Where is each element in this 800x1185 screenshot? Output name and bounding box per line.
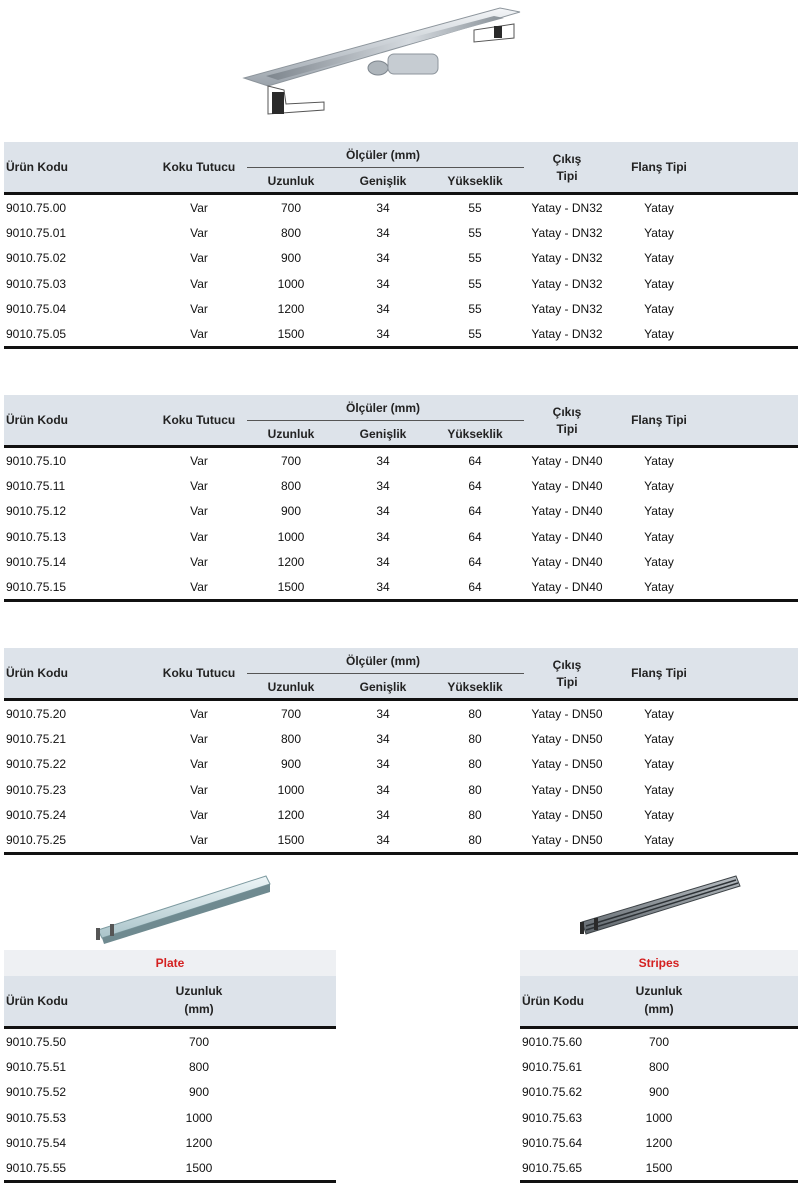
- table-cell: 80: [468, 832, 482, 847]
- table-cell: 80: [468, 807, 482, 822]
- linear-drain-image: [238, 2, 528, 124]
- table-cell: Yatay: [644, 579, 674, 594]
- table-cell: 1000: [185, 1110, 213, 1125]
- header-cikis-tipi: Tipi: [556, 675, 578, 689]
- table-row: [4, 574, 798, 599]
- header-cikis-tipi: Tipi: [556, 169, 578, 183]
- table-cell: Yatay - DN50: [531, 757, 603, 772]
- table-cell: Yatay: [644, 529, 674, 544]
- bottom-rule: [4, 1180, 336, 1183]
- table-cell: 34: [376, 732, 390, 747]
- header-koku-tutucu: Koku Tutucu: [162, 413, 236, 427]
- table-cell: 1500: [185, 1160, 213, 1175]
- header-olculer: Ölçüler (mm): [345, 401, 421, 415]
- table-row: [4, 448, 798, 473]
- table-cell: Yatay - DN32: [531, 301, 603, 316]
- table-cell: 9010.75.62: [522, 1085, 583, 1100]
- table-cell: 9010.75.63: [522, 1110, 583, 1125]
- header-group-rule: [247, 673, 524, 674]
- table-cell: 9010.75.23: [6, 782, 67, 797]
- table-cell: Var: [190, 757, 208, 772]
- table-cell: 55: [468, 251, 482, 266]
- bottom-rule: [4, 346, 798, 349]
- table-cell: 900: [280, 251, 302, 266]
- table-cell: 34: [376, 454, 390, 468]
- table-cell: 9010.75.12: [6, 504, 67, 519]
- table-row: [4, 220, 798, 245]
- table-cell: 1500: [277, 579, 305, 594]
- table-cell: 34: [376, 504, 390, 519]
- header-uzunluk-unit: (mm): [644, 1002, 674, 1016]
- table-cell: Var: [190, 554, 208, 569]
- stripes-table-header: [520, 976, 798, 1026]
- table-cell: 9010.75.50: [6, 1035, 67, 1049]
- table-cell: 9010.75.22: [6, 757, 67, 772]
- table-row: [4, 701, 798, 726]
- table-cell: Yatay: [644, 757, 674, 772]
- spec-table-3: [4, 648, 798, 855]
- stripes-grate-image: [576, 872, 744, 940]
- table-row: [4, 802, 798, 827]
- table-cell: 34: [376, 276, 390, 291]
- table-row: [4, 473, 798, 498]
- table-cell: 64: [468, 579, 482, 594]
- header-group-rule: [247, 167, 524, 168]
- header-olculer: Ölçüler (mm): [345, 654, 421, 668]
- header-flans-tipi: Flanş Tipi: [631, 413, 687, 427]
- table-row: [4, 321, 798, 346]
- table-cell: Var: [190, 276, 208, 291]
- table-cell: Var: [190, 732, 208, 747]
- table-row: [4, 1079, 336, 1104]
- table-cell: Var: [190, 454, 208, 468]
- table-cell: Yatay: [644, 301, 674, 316]
- header-group-rule: [247, 420, 524, 421]
- table-cell: 1500: [277, 832, 305, 847]
- header-cikis-tipi: Tipi: [556, 422, 578, 436]
- header-urun-kodu: Ürün Kodu: [6, 666, 68, 680]
- header-cikis: Çıkış: [552, 152, 582, 166]
- table-cell: 34: [376, 251, 390, 266]
- table-cell: 800: [188, 1060, 210, 1075]
- table-cell: 9010.75.55: [6, 1160, 67, 1175]
- table-row: [4, 777, 798, 802]
- table-cell: Var: [190, 301, 208, 316]
- table-cell: 34: [376, 579, 390, 594]
- table-cell: 55: [468, 226, 482, 241]
- table-row: [4, 1130, 336, 1155]
- table-cell: 34: [376, 757, 390, 772]
- table-cell: 700: [648, 1035, 670, 1049]
- table-cell: 9010.75.25: [6, 832, 67, 847]
- header-flans-tipi: Flanş Tipi: [631, 160, 687, 174]
- table-cell: Yatay: [644, 504, 674, 519]
- table-cell: 9010.75.15: [6, 579, 67, 594]
- table-row: [4, 498, 798, 523]
- table-cell: 64: [468, 479, 482, 494]
- table-row: [4, 549, 798, 574]
- table-cell: 800: [280, 479, 302, 494]
- header-uzunluk: Uzunluk: [267, 174, 315, 188]
- bottom-rule: [4, 599, 798, 602]
- table-cell: Var: [190, 251, 208, 266]
- table-row: [4, 751, 798, 776]
- table-cell: 9010.75.64: [522, 1135, 583, 1150]
- header-uzunluk-unit: (mm): [184, 1002, 214, 1016]
- table-cell: Var: [190, 707, 208, 721]
- table-cell: 34: [376, 707, 390, 721]
- plate-table: [4, 950, 336, 1183]
- table-row: [4, 195, 798, 220]
- table-row: [4, 524, 798, 549]
- table-cell: 64: [468, 554, 482, 569]
- table-cell: 9010.75.54: [6, 1135, 67, 1150]
- table-row: [520, 1029, 798, 1054]
- table-cell: Yatay - DN40: [531, 579, 603, 594]
- table-cell: Yatay: [644, 732, 674, 747]
- plate-table-header: [4, 976, 336, 1026]
- spec-table-1: [4, 142, 798, 349]
- table-cell: 700: [280, 707, 302, 721]
- table-cell: Yatay - DN32: [531, 226, 603, 241]
- header-koku-tutucu: Koku Tutucu: [162, 666, 236, 680]
- table-cell: 9010.75.53: [6, 1110, 67, 1125]
- table-row: [4, 271, 798, 296]
- table-cell: Yatay - DN50: [531, 707, 603, 721]
- spec-table-2: [4, 395, 798, 602]
- table-cell: Var: [190, 479, 208, 494]
- table-cell: 900: [188, 1085, 210, 1100]
- table-cell: 9010.75.65: [522, 1160, 583, 1175]
- table-cell: Yatay - DN32: [531, 251, 603, 266]
- table-cell: Yatay: [644, 276, 674, 291]
- table-cell: 9010.75.61: [522, 1060, 583, 1075]
- spec-table-header: [4, 648, 798, 698]
- table-cell: 9010.75.52: [6, 1085, 67, 1100]
- table-cell: Var: [190, 326, 208, 341]
- table-cell: 9010.75.13: [6, 529, 67, 544]
- table-cell: 80: [468, 757, 482, 772]
- table-cell: 34: [376, 301, 390, 316]
- table-cell: Yatay - DN40: [531, 554, 603, 569]
- table-cell: 9010.75.10: [6, 454, 67, 468]
- table-cell: 800: [280, 732, 302, 747]
- spec-table-header: [4, 395, 798, 445]
- table-cell: 9010.75.03: [6, 276, 67, 291]
- table-cell: 64: [468, 529, 482, 544]
- table-cell: 1200: [277, 807, 305, 822]
- table-cell: 34: [376, 529, 390, 544]
- header-urun-kodu: Ürün Kodu: [6, 160, 68, 174]
- table-row: [4, 245, 798, 270]
- table-row: [4, 726, 798, 751]
- table-cell: Yatay: [644, 251, 674, 266]
- table-row: [520, 1155, 798, 1180]
- header-koku-tutucu: Koku Tutucu: [162, 160, 236, 174]
- header-yukseklik: Yükseklik: [447, 427, 503, 441]
- table-cell: 55: [468, 301, 482, 316]
- table-cell: 9010.75.05: [6, 326, 67, 341]
- header-uzunluk: Uzunluk: [267, 680, 315, 694]
- plate-title: Plate: [4, 950, 336, 976]
- table-cell: Var: [190, 579, 208, 594]
- table-row: [4, 296, 798, 321]
- table-cell: 9010.75.02: [6, 251, 67, 266]
- table-cell: Var: [190, 504, 208, 519]
- table-cell: 9010.75.11: [6, 479, 66, 494]
- table-cell: 9010.75.24: [6, 807, 67, 822]
- table-cell: 34: [376, 807, 390, 822]
- table-cell: 700: [280, 201, 302, 215]
- table-cell: Var: [190, 807, 208, 822]
- header-urun-kodu: Ürün Kodu: [6, 413, 68, 427]
- table-cell: 1200: [277, 554, 305, 569]
- table-cell: Yatay - DN32: [531, 326, 603, 341]
- header-genislik: Genişlik: [359, 680, 407, 694]
- table-cell: 9010.75.20: [6, 707, 67, 721]
- header-genislik: Genişlik: [359, 174, 407, 188]
- table-cell: 64: [468, 454, 482, 468]
- header-uzunluk: Uzunluk: [635, 984, 683, 998]
- table-cell: Var: [190, 201, 208, 215]
- table-cell: 1500: [645, 1160, 673, 1175]
- table-cell: Yatay: [644, 807, 674, 822]
- table-cell: Yatay: [644, 554, 674, 569]
- table-cell: Var: [190, 832, 208, 847]
- table-cell: Yatay - DN32: [531, 276, 603, 291]
- table-cell: 900: [648, 1085, 670, 1100]
- table-cell: 80: [468, 732, 482, 747]
- table-cell: Yatay - DN40: [531, 479, 603, 494]
- table-row: [4, 1105, 336, 1130]
- bottom-rule: [4, 852, 798, 855]
- table-row: [520, 1105, 798, 1130]
- table-cell: Var: [190, 529, 208, 544]
- table-cell: Yatay: [644, 226, 674, 241]
- table-cell: 9010.75.01: [6, 226, 67, 241]
- table-row: [4, 1155, 336, 1180]
- table-cell: 9010.75.21: [6, 732, 67, 747]
- table-cell: Yatay - DN32: [531, 201, 603, 215]
- table-cell: 34: [376, 479, 390, 494]
- header-urun-kodu: Ürün Kodu: [522, 994, 584, 1008]
- table-cell: 9010.75.04: [6, 301, 67, 316]
- table-cell: 34: [376, 782, 390, 797]
- table-row: [520, 1054, 798, 1079]
- table-cell: 34: [376, 554, 390, 569]
- table-cell: 9010.75.51: [6, 1060, 67, 1075]
- stripes-table: [520, 950, 798, 1183]
- header-flans-tipi: Flanş Tipi: [631, 666, 687, 680]
- table-cell: 34: [376, 326, 390, 341]
- table-cell: Var: [190, 226, 208, 241]
- table-cell: 700: [280, 454, 302, 468]
- table-cell: 34: [376, 832, 390, 847]
- table-cell: 34: [376, 226, 390, 241]
- header-cikis: Çıkış: [552, 658, 582, 672]
- table-cell: 800: [280, 226, 302, 241]
- table-cell: Yatay: [644, 782, 674, 797]
- table-cell: 1200: [645, 1135, 673, 1150]
- table-cell: 1500: [277, 326, 305, 341]
- table-cell: Yatay - DN40: [531, 529, 603, 544]
- table-cell: Yatay: [644, 832, 674, 847]
- header-uzunluk: Uzunluk: [267, 427, 315, 441]
- table-cell: Yatay - DN40: [531, 454, 603, 468]
- table-cell: Yatay - DN50: [531, 807, 603, 822]
- table-cell: 900: [280, 757, 302, 772]
- table-row: [4, 1029, 336, 1054]
- table-cell: Yatay: [644, 326, 674, 341]
- table-cell: Yatay: [644, 201, 674, 215]
- header-uzunluk: Uzunluk: [175, 984, 223, 998]
- stripes-title: Stripes: [520, 950, 798, 976]
- header-urun-kodu: Ürün Kodu: [6, 994, 68, 1008]
- table-cell: Yatay: [644, 707, 674, 721]
- table-cell: Yatay - DN40: [531, 504, 603, 519]
- table-cell: 9010.75.00: [6, 201, 67, 215]
- table-cell: 1000: [277, 276, 305, 291]
- header-yukseklik: Yükseklik: [447, 174, 503, 188]
- table-cell: 80: [468, 707, 482, 721]
- plate-grate-image: [94, 872, 272, 944]
- table-cell: 34: [376, 201, 390, 215]
- table-cell: 64: [468, 504, 482, 519]
- table-cell: 9010.75.60: [522, 1035, 583, 1049]
- table-cell: Yatay - DN50: [531, 782, 603, 797]
- header-genislik: Genişlik: [359, 427, 407, 441]
- table-cell: 1000: [277, 529, 305, 544]
- table-cell: 9010.75.14: [6, 554, 67, 569]
- header-cikis: Çıkış: [552, 405, 582, 419]
- spec-table-header: [4, 142, 798, 192]
- table-row: [520, 1079, 798, 1104]
- bottom-rule: [520, 1180, 798, 1183]
- table-row: [4, 1054, 336, 1079]
- table-cell: 80: [468, 782, 482, 797]
- table-cell: 1200: [185, 1135, 213, 1150]
- table-cell: 55: [468, 326, 482, 341]
- header-yukseklik: Yükseklik: [447, 680, 503, 694]
- table-cell: 800: [648, 1060, 670, 1075]
- table-row: [520, 1130, 798, 1155]
- table-cell: 1000: [645, 1110, 673, 1125]
- table-cell: Yatay: [644, 479, 674, 494]
- table-cell: 1000: [277, 782, 305, 797]
- table-cell: 1200: [277, 301, 305, 316]
- table-cell: Yatay - DN50: [531, 732, 603, 747]
- table-row: [4, 827, 798, 852]
- table-cell: 900: [280, 504, 302, 519]
- header-olculer: Ölçüler (mm): [345, 148, 421, 162]
- table-cell: Yatay: [644, 454, 674, 468]
- table-cell: Var: [190, 782, 208, 797]
- table-cell: 55: [468, 276, 482, 291]
- table-cell: Yatay - DN50: [531, 832, 603, 847]
- table-cell: 700: [188, 1035, 210, 1049]
- table-cell: 55: [468, 201, 482, 215]
